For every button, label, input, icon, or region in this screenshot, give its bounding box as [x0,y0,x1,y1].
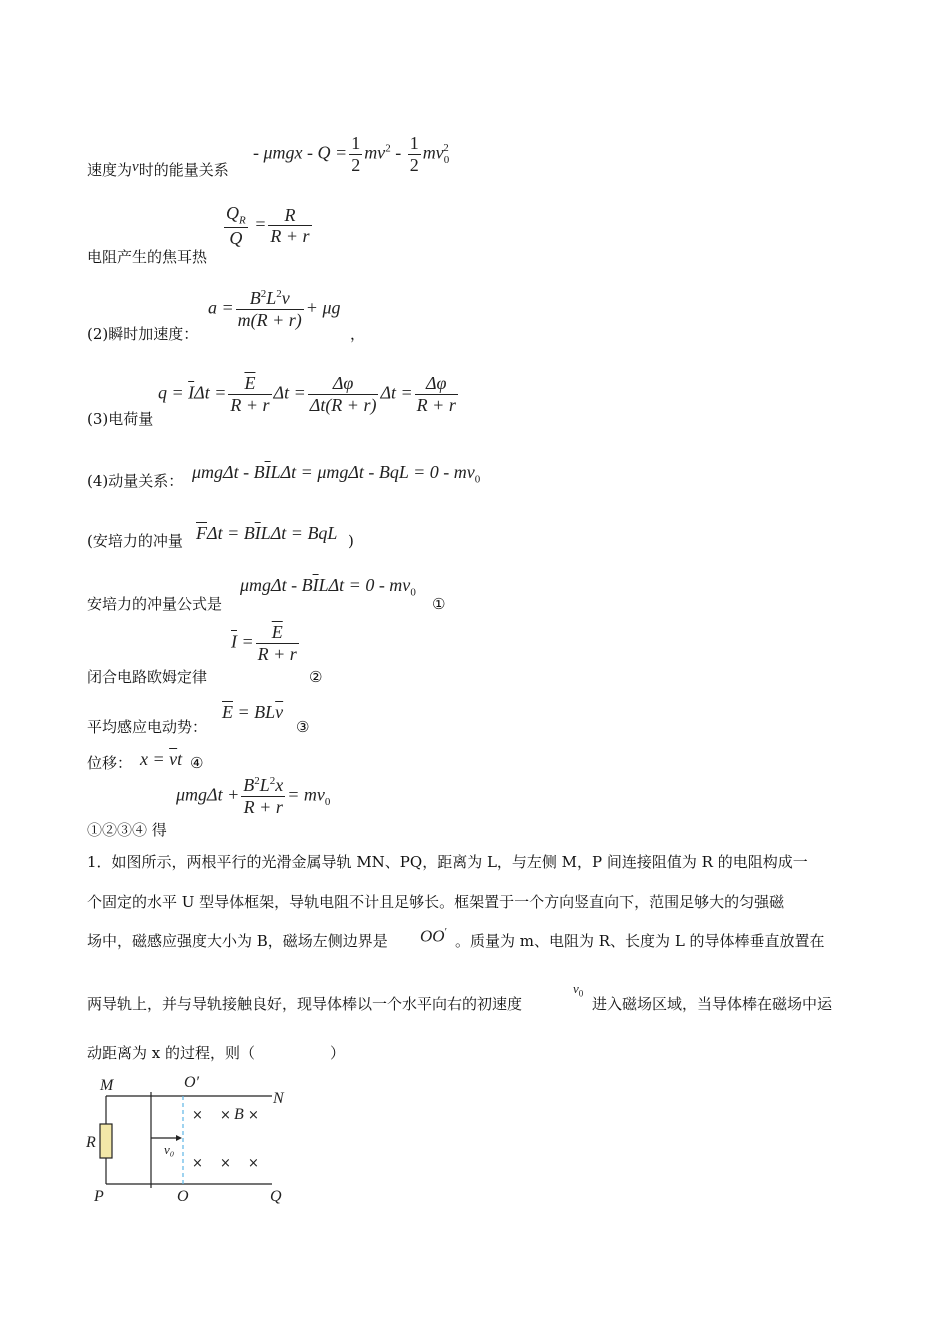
resistor-icon [100,1124,112,1158]
accel-comma: ， [350,325,366,343]
eq1-mark: ① [432,595,446,613]
label-O-prime: O′ [184,1074,200,1091]
problem-v0: $v_0$ [573,981,584,999]
accel-label: (2)瞬时加速度： [87,325,199,343]
field-cross: × [248,1108,259,1123]
problem-line-4a: 两导轨上，并与导轨接触良好，现导体棒以一个水平向右的初速度 [87,995,523,1013]
momentum-formula: $\mu mg\Delta t - B\overline{I}L\Delta t = \mu mg\Delta t$ - BqL = $0 - mv_0$ [192,462,481,486]
ampere-open: (安培力的冲量 [87,532,183,550]
problem-line-2: 个固定的水平 U 型导体框架，导轨电阻不计且足够长。框架置于一个方向竖直向下，范围足够大的匀强磁 [87,893,785,911]
eq3-formula: $\overline{E} = BL\overline{v}$ [222,702,284,722]
eq2-mark: ② [309,668,323,686]
problem-oo-prime: OO′ [420,926,447,946]
ampere-formula: $\overline{F}\Delta t = B\overline{I}L\Delta t$ = BqL [196,523,338,543]
eq2-label: 闭合电路欧姆定律 [87,668,208,686]
label-B: B [234,1106,244,1123]
heat-label: 电阻产生的焦耳热 [87,248,208,266]
eq4-label: 位移： [87,754,133,772]
ampere-close: ) [348,532,354,550]
problem-line-4b: 进入磁场区域，当导体棒在磁场中运 [592,995,833,1013]
field-cross: × [248,1156,259,1171]
label-N: N [273,1090,284,1107]
charge-formula: $q = \overline{I}\Delta t$ = $\frac{\overline{E}}{R + r}$ Δt = $\frac{\Delta\varphi}{\Delta t(R + r)}$ Δt = $\frac{\Delta\varphi}{R + r}$ [158,373,456,415]
field-cross: × [220,1108,231,1123]
energy-formula: - μmgx - Q = $\frac{1}{2}$ $mv^2$ - $\frac{1}{2}$ $mv_0^2$ [253,133,450,175]
accel-formula: a = $\frac{B^2L^2v}{m(R + r)}$ + μg [208,288,341,330]
heat-formula: $\frac{Q_R}{Q}$ = $\frac{R}{R + r}$ [226,203,310,249]
result-formula: μmgΔt + $\frac{B^2L^2x}{R + r}$ = $mv_0$ [176,775,331,817]
field-cross: × [192,1108,203,1123]
energy-label: 速度为v时的能量关系 [87,159,229,179]
label-M: M [100,1077,114,1094]
eq4-mark: ④ [190,754,204,772]
problem-line-3b: 。质量为 m、电阻为 R、长度为 L 的导体棒垂直放置在 [455,932,825,950]
problem-line-1: 1．如图所示，两根平行的光滑金属导轨 MN、PQ，距离为 L，与左侧 M，P 间连接阻值为 R 的电阻构成一 [87,853,808,871]
label-P: P [94,1188,104,1205]
label-O: O [177,1188,189,1205]
problem-line-5: 动距离为 x 的过程，则（ ） [87,1044,345,1062]
eq3-label: 平均感应电动势： [87,718,208,736]
label-R: R [86,1134,96,1151]
eq4-formula: $x = \overline{v}t$ [140,749,183,769]
eq1-formula: $\mu mg\Delta t - B\overline{I}L\Delta t = 0 - mv_0$ [240,575,416,599]
label-v0: v₀ [164,1142,175,1157]
field-cross: × [220,1156,231,1171]
eq3-mark: ③ [296,718,310,736]
momentum-label: (4)动量关系： [87,472,184,490]
eq1-label: 安培力的冲量公式是 [87,595,223,613]
label-Q: Q [270,1188,282,1205]
eq2-formula: $\overline{I}$ = $\frac{\overline{E}}{R + r}$ [231,622,297,664]
result-label: ①②③④ 得 [87,821,167,839]
circuit-figure [80,1070,300,1210]
problem-line-3a: 场中，磁感应强度大小为 B，磁场左侧边界是 [87,932,388,950]
charge-label: (3)电荷量 [87,410,154,428]
arrow-head-icon [176,1135,182,1141]
field-cross: × [192,1156,203,1171]
